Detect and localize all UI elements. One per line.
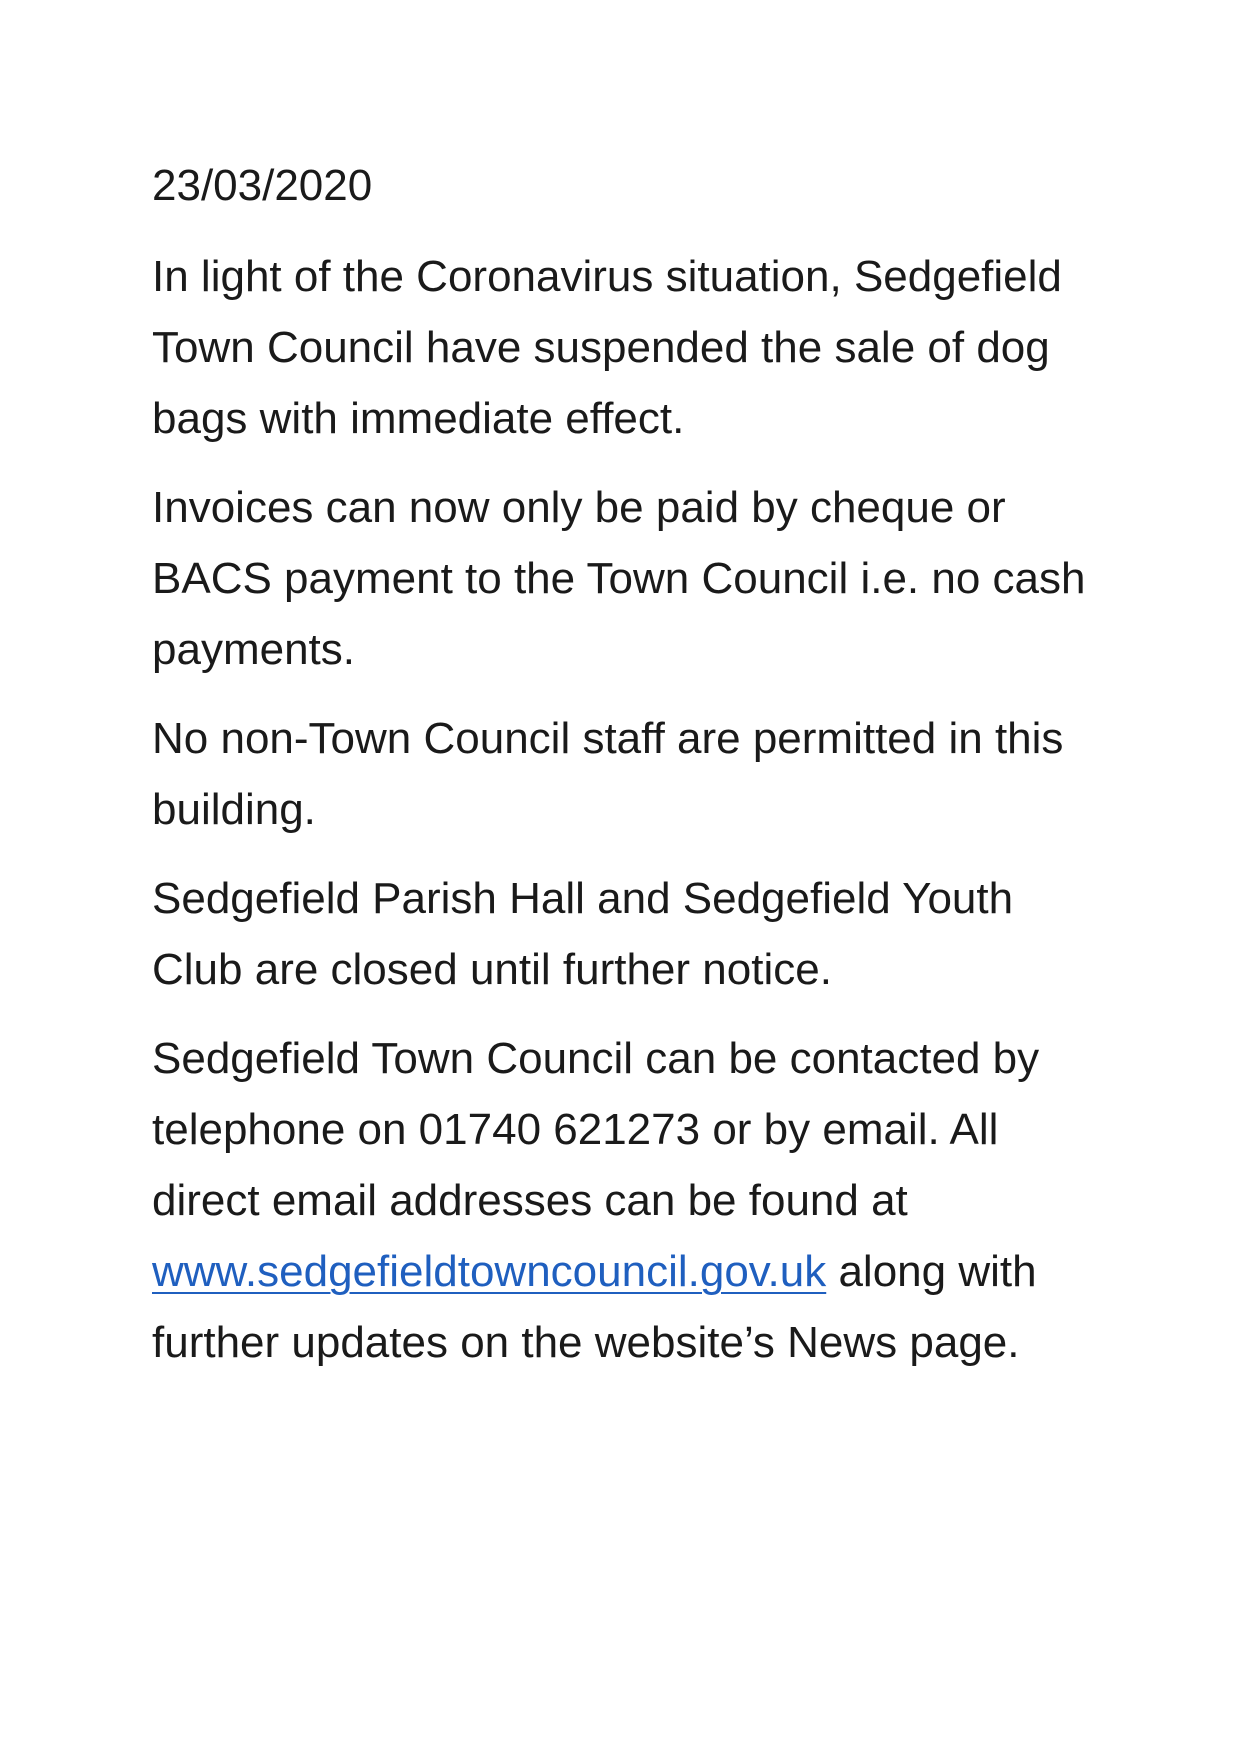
paragraph-staff-access: No non-Town Council staff are permitted in this building. xyxy=(152,714,1064,834)
contact-text-after-link: along with further updates on the website’s News page. xyxy=(152,1247,1037,1367)
contact-text-before-link: Sedgefield Town Council can be contacted by telephone on 01740 621273 or by email. All direct email addresses can be found at xyxy=(152,1034,1040,1225)
paragraph-contact xyxy=(152,1023,1102,1378)
website-link[interactable]: www.sedgefieldtowncouncil.gov.uk xyxy=(152,1247,827,1296)
paragraph-dog-bags: In light of the Coronavirus situation, Sedgefield Town Council have suspended the sale of dog bags with immediate effect. xyxy=(152,252,1062,443)
notice-content xyxy=(152,150,1102,1396)
paragraph-invoices: Invoices can now only be paid by cheque or BACS payment to the Town Council i.e. no cash payments. xyxy=(152,483,1086,674)
paragraph-closures: Sedgefield Parish Hall and Sedgefield Youth Club are closed until further notice. xyxy=(152,874,1014,994)
notice-date: 23/03/2020 xyxy=(152,161,373,210)
